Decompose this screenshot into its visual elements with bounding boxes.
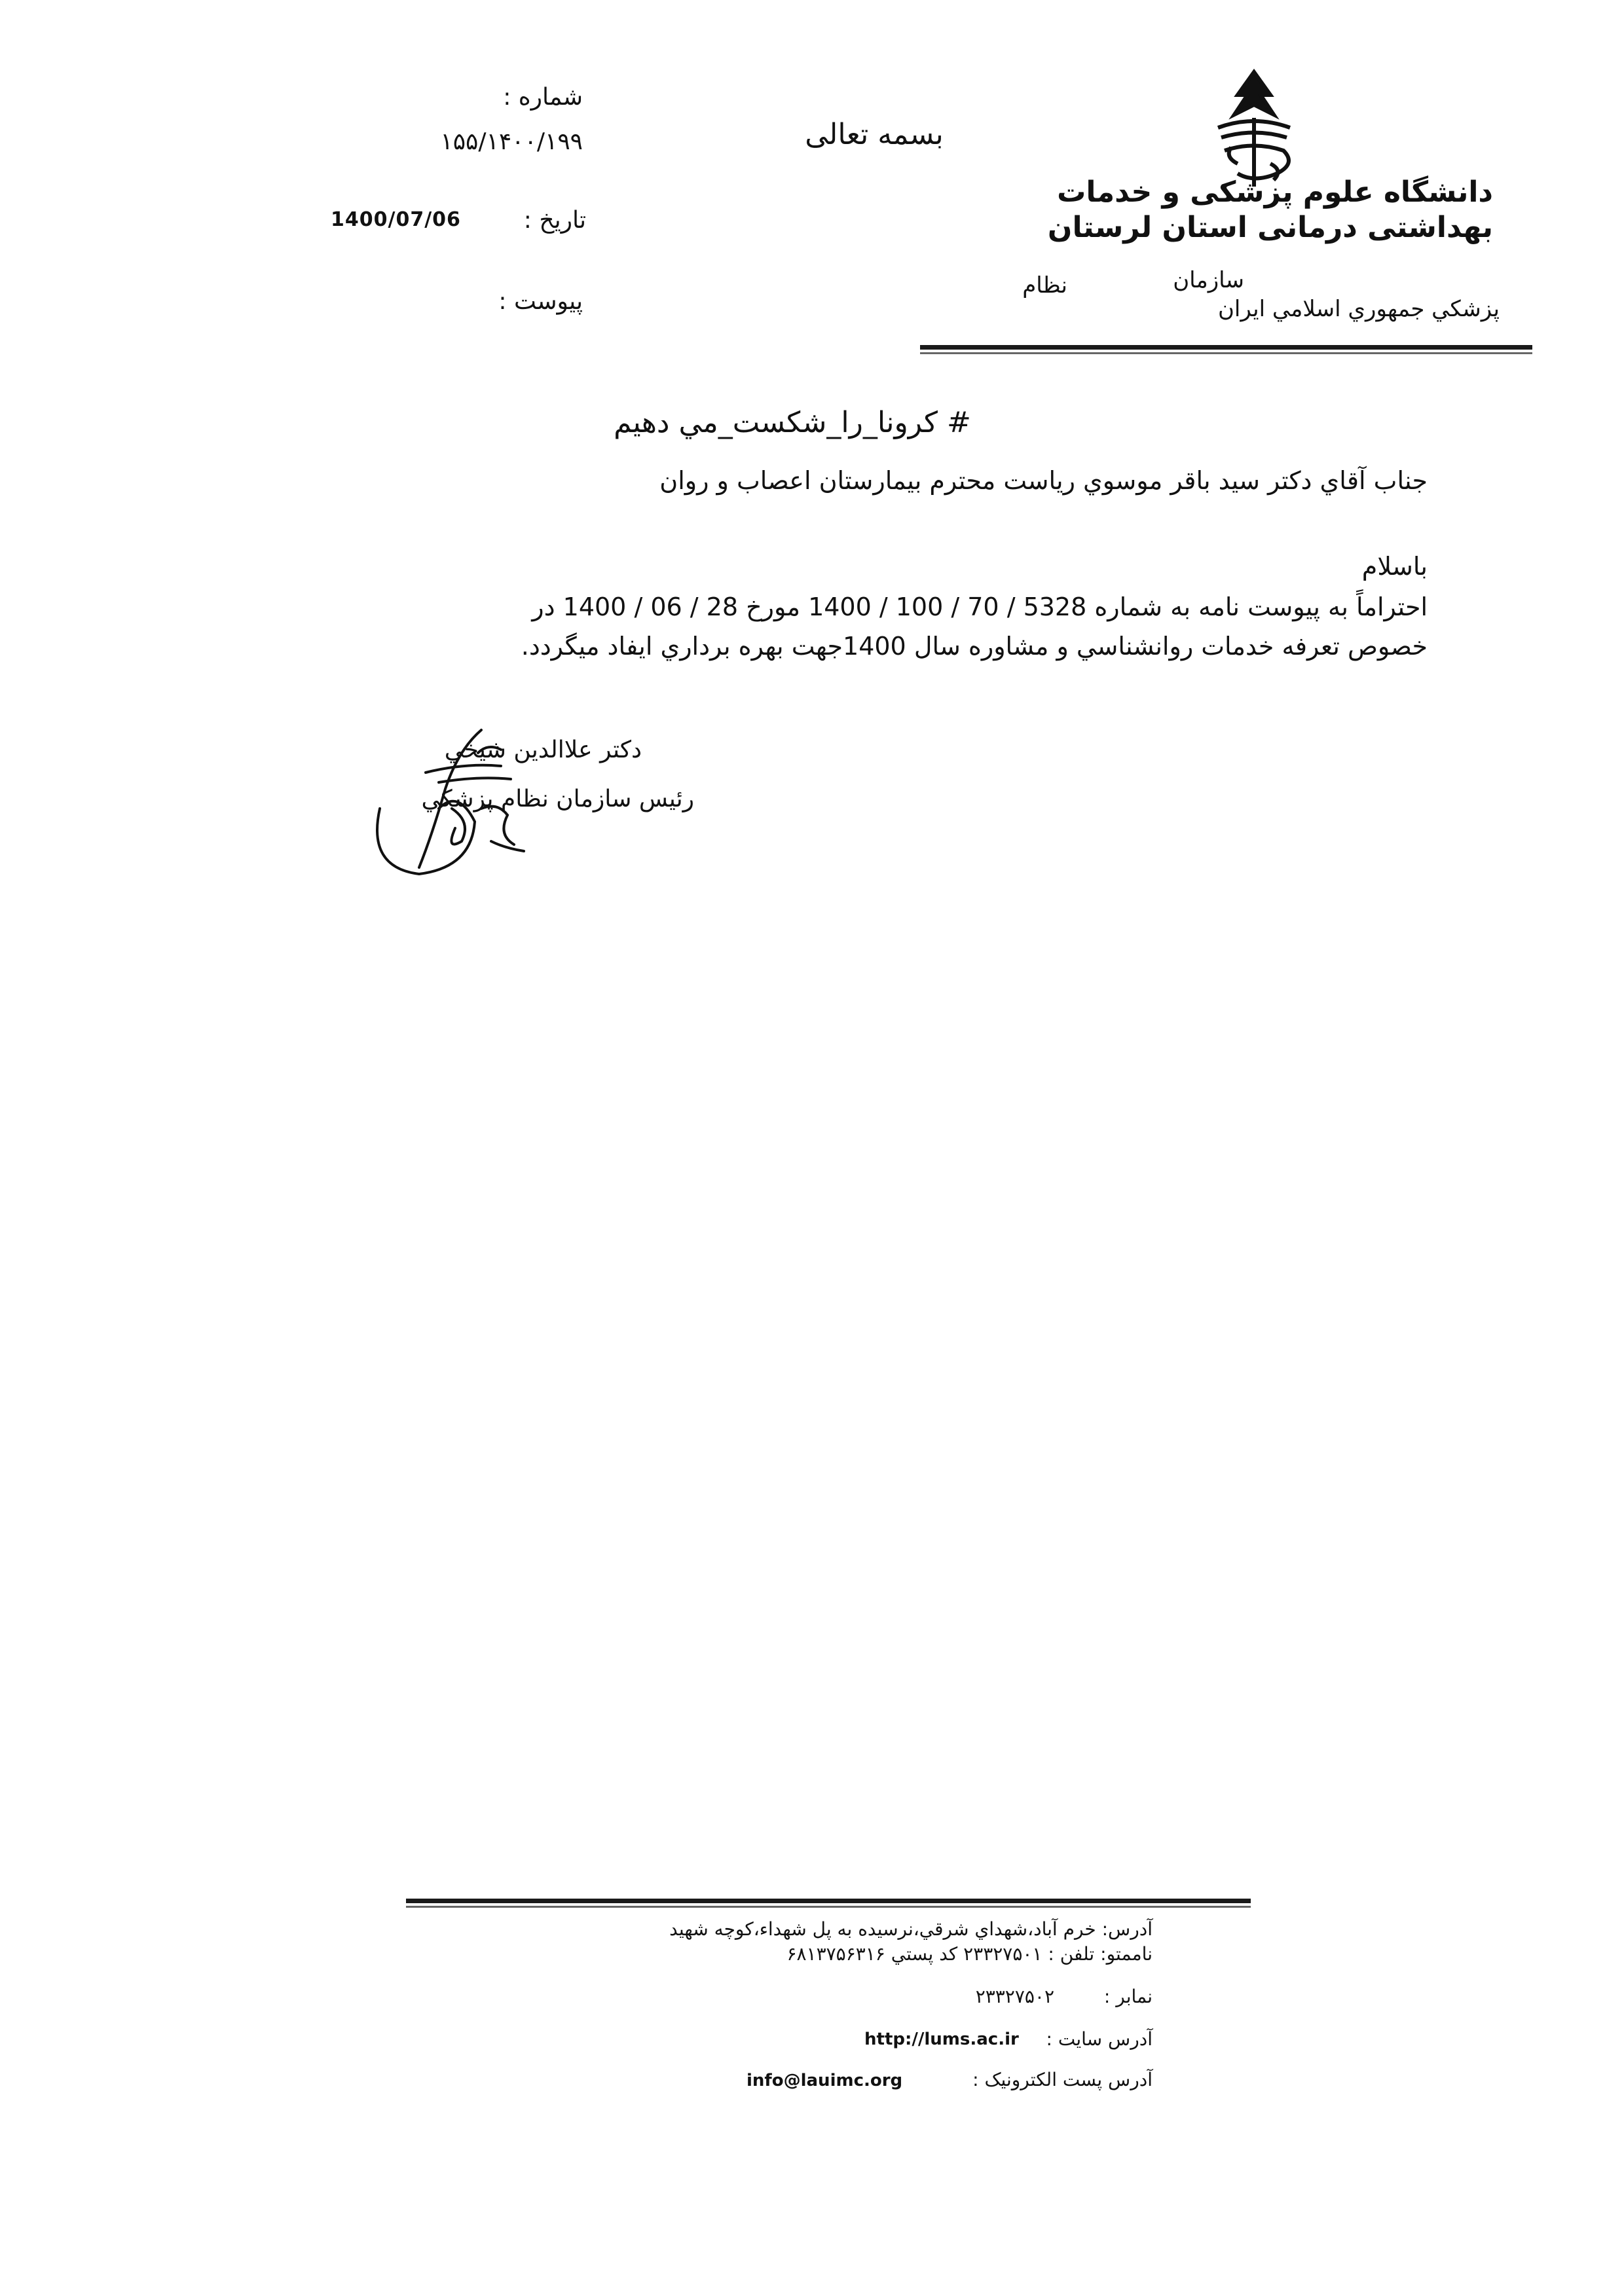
campaign-hashtag: # كرونا_را_شكست_مي دهيم	[614, 406, 971, 439]
greeting: باسلام	[1361, 552, 1428, 581]
attachment-label: پیوست :	[498, 288, 583, 315]
fax-label: نمابر :	[1103, 1986, 1153, 2007]
university-emblem-icon	[1198, 65, 1310, 190]
university-name-line2: بهداشتی درمانی استان لرستان	[1047, 211, 1493, 244]
university-name-line1: دانشگاه علوم پزشکی و خدمات	[1057, 175, 1493, 209]
email-label: آدرس پست الكترونيک :	[972, 2069, 1153, 2090]
fax-value: ۲۳۳۲۷۵۰۲	[975, 1986, 1054, 2007]
footer-rule	[406, 1899, 1251, 1903]
date-value: 1400/07/06	[331, 208, 461, 231]
invocation-heading: بسمه تعالی	[805, 118, 944, 151]
date-label: تاریخ :	[523, 207, 586, 234]
site-link: http://lums.ac.ir	[864, 2030, 1019, 2049]
address-line1: آدرس: خرم آباد،شهداي شرقي،نرسيده به پل شهداء،كوچه شهيد	[669, 1918, 1153, 1940]
site-label: آدرس سايت :	[1046, 2028, 1153, 2050]
org-name-word1: سازمان	[1173, 267, 1244, 293]
body-paragraph-line2: خصوص تعرفه خدمات روانشناسي و مشاوره سال 1400جهت بهره برداري ايفاد ميگردد.	[521, 632, 1428, 661]
handwritten-signature	[341, 710, 537, 881]
recipient-line: جناب آقاي دكتر سيد باقر موسوي رياست محترم بيمارستان اعصاب و روان	[659, 466, 1428, 495]
header-rule-thin	[920, 352, 1532, 354]
signer-name: دكتر علاالدين شيخي	[444, 737, 642, 763]
signer-title: رئيس سازمان نظام پزشكي	[421, 786, 694, 812]
address-line2: ناممتو: تلفن : ۲۳۳۲۷۵۰۱ كد پستي ۶۸۱۳۷۵۶۳۱۶	[786, 1943, 1153, 1965]
org-name-word2: نظام	[1022, 272, 1067, 299]
number-label: شماره :	[503, 84, 583, 111]
body-paragraph-line1: احتراماً به پيوست نامه به شماره 5328 / 70 / 100 / 1400 مورخ 28 / 06 / 1400 در	[532, 592, 1428, 621]
number-value: ۱۵۵/۱۴۰۰/۱۹۹	[440, 128, 583, 155]
header-rule	[920, 345, 1532, 350]
email-link[interactable]: info@lauimc.org	[747, 2071, 903, 2090]
org-name-line2: پزشكي جمهوري اسلامي ايران	[1217, 296, 1500, 322]
footer-rule-thin	[406, 1906, 1251, 1908]
